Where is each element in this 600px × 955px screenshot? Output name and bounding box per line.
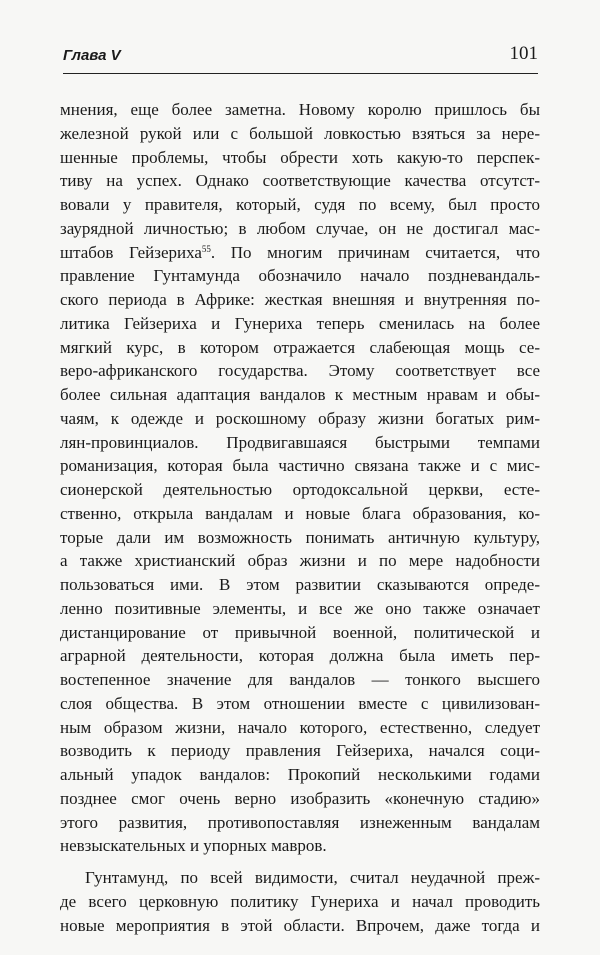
- text-line: пользоваться ими. В этом развитии сказываются опреде-: [60, 575, 540, 594]
- text-line: де всего церковную политику Гунериха и начал проводить: [60, 891, 540, 911]
- text-segment: штабов Гейзериха: [60, 242, 202, 262]
- text-line: шенные проблемы, чтобы обрести хоть какую-то перспек-: [60, 147, 540, 167]
- text-line: ленно позитивные элементы, и все же оно также означает: [60, 598, 540, 618]
- text-segment: . По многим причинам считается, что: [210, 242, 540, 262]
- text-line: дистанцирование от привычной военной, политической и: [60, 622, 540, 642]
- footnote-ref[interactable]: 55: [201, 243, 211, 254]
- paragraph-2: [60, 866, 540, 937]
- text-line: правление Гунтамунда обозначило начало поздневандаль-: [60, 266, 540, 286]
- text-line: железной рукой или с большой ловкостью взяться за нере-: [60, 123, 540, 143]
- running-header: [63, 43, 538, 68]
- text-line: тиву на успех. Однако соответствующие качества отсутст-: [60, 171, 540, 191]
- page-number: 101: [509, 43, 538, 64]
- text-line: чаям, к одежде и роскошному образу жизни богатых рим-: [60, 408, 540, 428]
- text-line: новые мероприятия в этой области. Впрочем, даже тогда и: [60, 915, 540, 935]
- text-line: аграрной деятельности, которая должна была иметь пер-: [60, 646, 540, 666]
- header-rule: [63, 73, 538, 74]
- text-line: литика Гейзериха и Гунериха теперь сменилась на более: [60, 313, 540, 333]
- text-line: альный упадок вандалов: Прокопий несколькими годами: [60, 765, 540, 784]
- text-line: востепенное значение для вандалов — тонкого высшего: [60, 670, 540, 689]
- text-line: сионерской деятельностью ортодоксальной церкви, есте-: [60, 480, 540, 499]
- text-line: торые дали им возможность понимать античную культуру,: [60, 527, 540, 547]
- text-line: Гунтамунд, по всей видимости, считал неудачной преж-: [85, 868, 540, 887]
- text-line: мнения, еще более заметна. Новому королю пришлось бы: [60, 100, 540, 119]
- text-line: ственно, открыла вандалам и новые блага образования, ко-: [60, 503, 540, 523]
- chapter-title: Глава V: [63, 47, 121, 64]
- text-line: а также христианский образ жизни и по мере надобности: [60, 551, 540, 571]
- text-line: возводить к периоду правления Гейзериха, начался соци-: [60, 741, 540, 761]
- text-line: вовали у правителя, который, судя по всему, был просто: [60, 195, 540, 214]
- text-line: заурядной личностью; в любом случае, он не достигал мас-: [60, 218, 540, 238]
- text-line: [60, 241, 540, 265]
- text-line: романизация, которая была частично связана также и с мис-: [60, 456, 540, 476]
- text-line: лян-провинциалов. Продвигавшаяся быстрыми темпами: [60, 432, 540, 452]
- text-line: позднее смог очень верно изобразить «конечную стадию»: [60, 788, 540, 808]
- text-line: более сильная адаптация вандалов к местным нравам и обы-: [60, 385, 540, 404]
- body-text: [60, 98, 540, 937]
- text-line: слоя общества. В этом отношении вместе с цивилизован-: [60, 693, 540, 713]
- paragraph-1: [60, 98, 540, 858]
- text-line: невзыскательных и упорных мавров.: [60, 836, 327, 856]
- text-line: ского периода в Африке: жесткая внешняя и внутренняя по-: [60, 290, 540, 309]
- text-line: мягкий курс, в котором отражается слабеющая мощь се-: [60, 337, 540, 357]
- text-line: этого развития, противопоставляя изнеженным вандалам: [60, 812, 540, 832]
- text-line: веро-африканского государства. Этому соответствует все: [60, 361, 540, 381]
- text-line: ным образом жизни, начало которого, естественно, следует: [60, 717, 540, 737]
